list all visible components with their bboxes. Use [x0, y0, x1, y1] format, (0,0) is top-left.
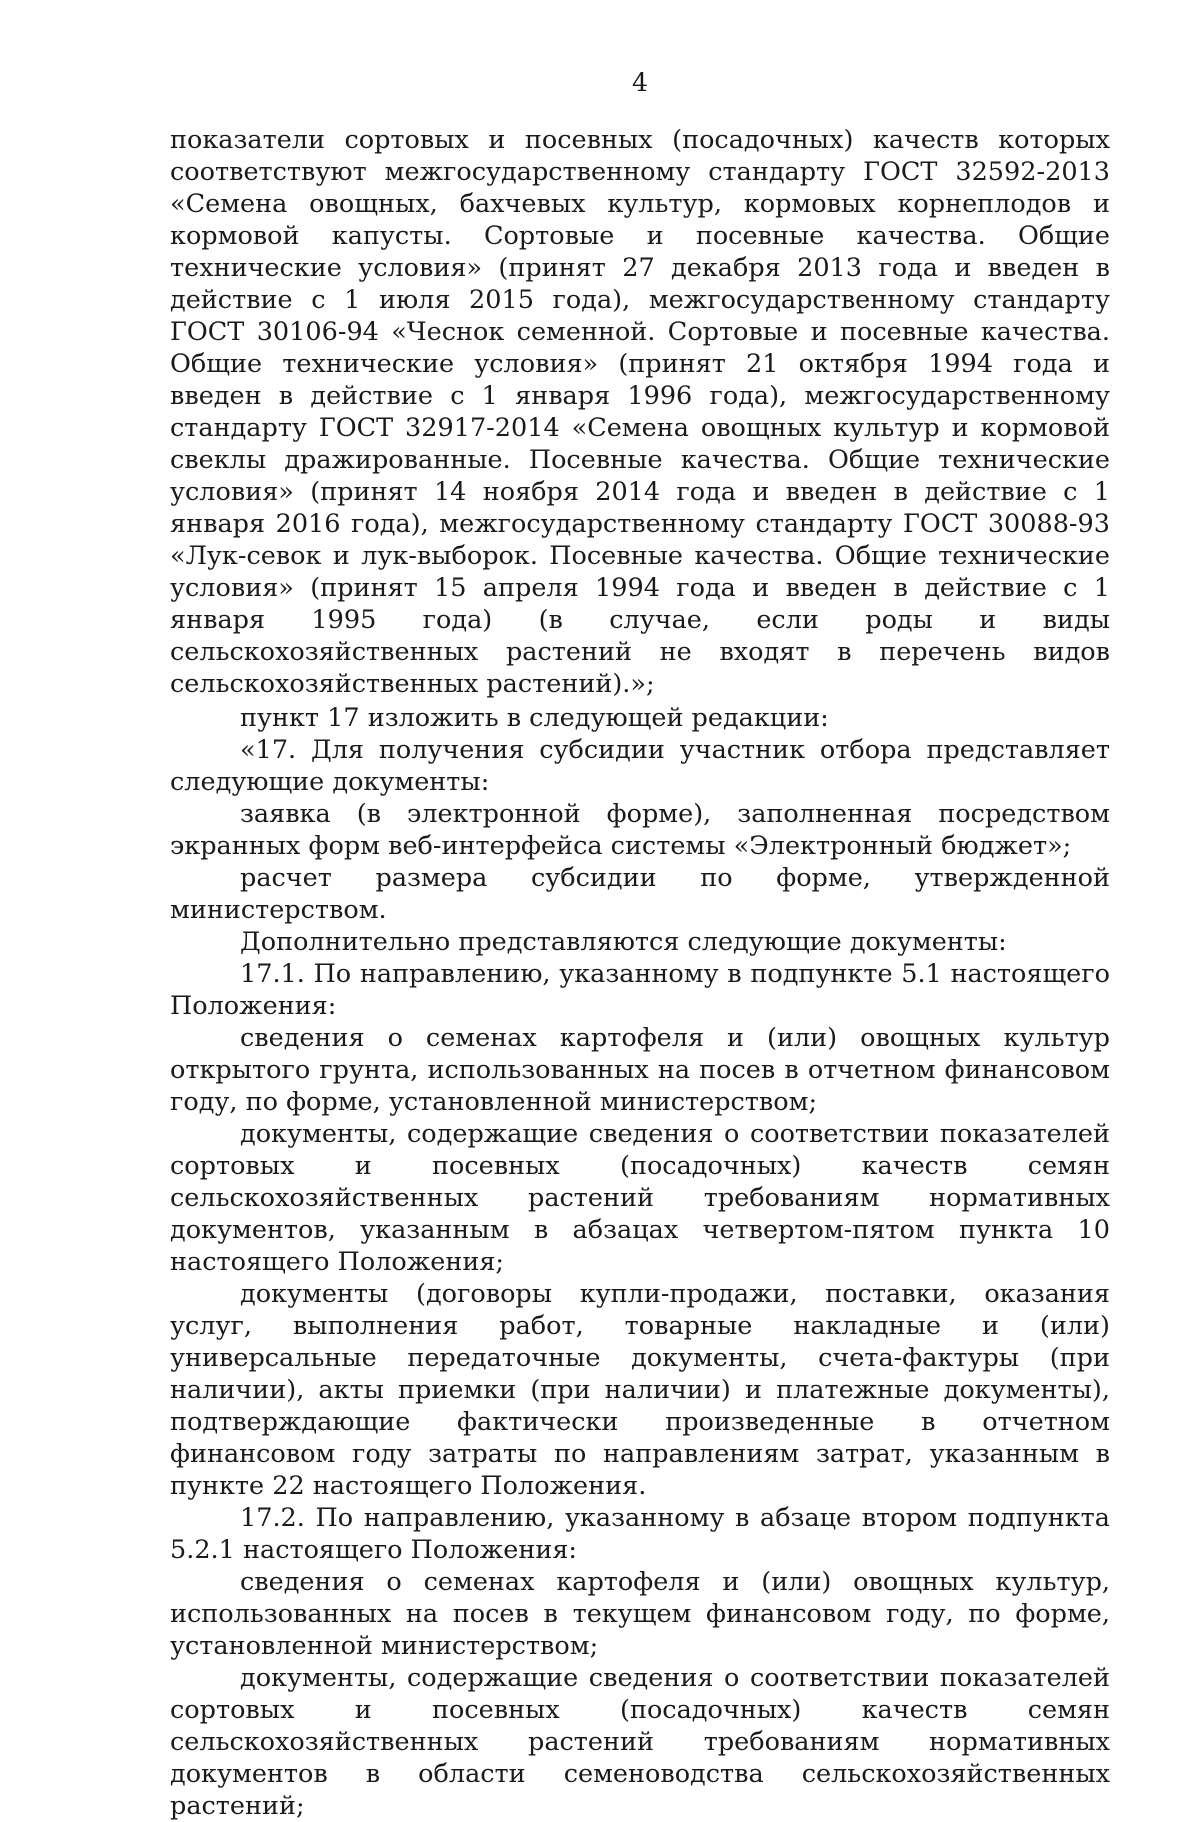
paragraph-cost-documents: документы (договоры купли-продажи, поставки, оказания услуг, выполнения работ, товарные накладные и (или) универсальные передаточные документы, счета-фактуры (при наличии), акты приемки (при наличии) и платежные документы), подтверждающие фактически произведенные в отчетном финансовом году затраты по направлениям затрат, указанным в пункте 22 настоящего Положения.: [170, 1279, 1110, 1501]
page-number: 4: [632, 68, 648, 97]
paragraph-seed-info-open-ground: сведения о семенах картофеля и (или) овощных культур открытого грунта, использованных на посев в отчетном финансовом году, по форме, установленной министерством;: [170, 1023, 1110, 1117]
paragraph-subsidy-calculation: расчет размера субсидии по форме, утвержденной министерством.: [170, 863, 1110, 925]
paragraph-gost-standards: показатели сортовых и посевных (посадочных) качеств которых соответствуют межгосударственному стандарту ГОСТ 32592-2013 «Семена овощных, бахчевых культур, кормовых корнеплодов и кормовой капусты. Сортовые и посевные качества. Общие технические условия» (принят 27 декабря 2013 года и введен в действие с 1 июля 2015 года), межгосударственному стандарту ГОСТ 30106-94 «Чеснок семенной. Сортовые и посевные качества. Общие технические условия» (принят 21 октября 1994 года и введен в действие с 1 января 1996 года), межгосударственному стандарту ГОСТ 32917-2014 «Семена овощных культур и кормовой свеклы дражированные. Посевные качества. Общие технические условия» (принят 14 ноября 2014 года и введен в действие с 1 января 2016 года), межгосударственному стандарту ГОСТ 30088-93 «Лук-севок и лук-выборок. Посевные качества. Общие технические условия» (принят 15 апреля 1994 года и введен в действие с 1 января 1995 года) (в случае, если роды и виды сельскохозяйственных растений не входят в перечень видов сельскохозяйственных растений).»;: [170, 125, 1110, 699]
paragraph-item-17-1: 17.1. По направлению, указанному в подпункте 5.1 настоящего Положения:: [170, 959, 1110, 1021]
paragraph-quality-conformity: документы, содержащие сведения о соответствии показателей сортовых и посевных (посадочных) качеств семян сельскохозяйственных растений требованиям нормативных документов, указанным в абзацах четвертом-пятом пункта 10 настоящего Положения;: [170, 1119, 1110, 1277]
paragraph-additional-docs: Дополнительно представляются следующие документы:: [240, 927, 1007, 957]
paragraph-seed-quality-regulations: документы, содержащие сведения о соответствии показателей сортовых и посевных (посадочных) качеств семян сельскохозяйственных растений требованиям нормативных документов в области семеноводства сельскохозяйственных растений;: [170, 1663, 1110, 1821]
document-body: [170, 124, 1110, 1822]
paragraph-item-17-intro: пункт 17 изложить в следующей редакции:: [240, 703, 829, 733]
paragraph-item-17-2: 17.2. По направлению, указанному в абзаце втором подпункта 5.2.1 настоящего Положения:: [170, 1503, 1110, 1565]
paragraph-application: заявка (в электронной форме), заполненная посредством экранных форм веб-интерфейса системы «Электронный бюджет»;: [170, 799, 1110, 861]
paragraph-item-17: «17. Для получения субсидии участник отбора представляет следующие документы:: [170, 735, 1110, 797]
paragraph-seed-info-current-year: сведения о семенах картофеля и (или) овощных культур, использованных на посев в текущем финансовом году, по форме, установленной министерством;: [170, 1567, 1110, 1661]
